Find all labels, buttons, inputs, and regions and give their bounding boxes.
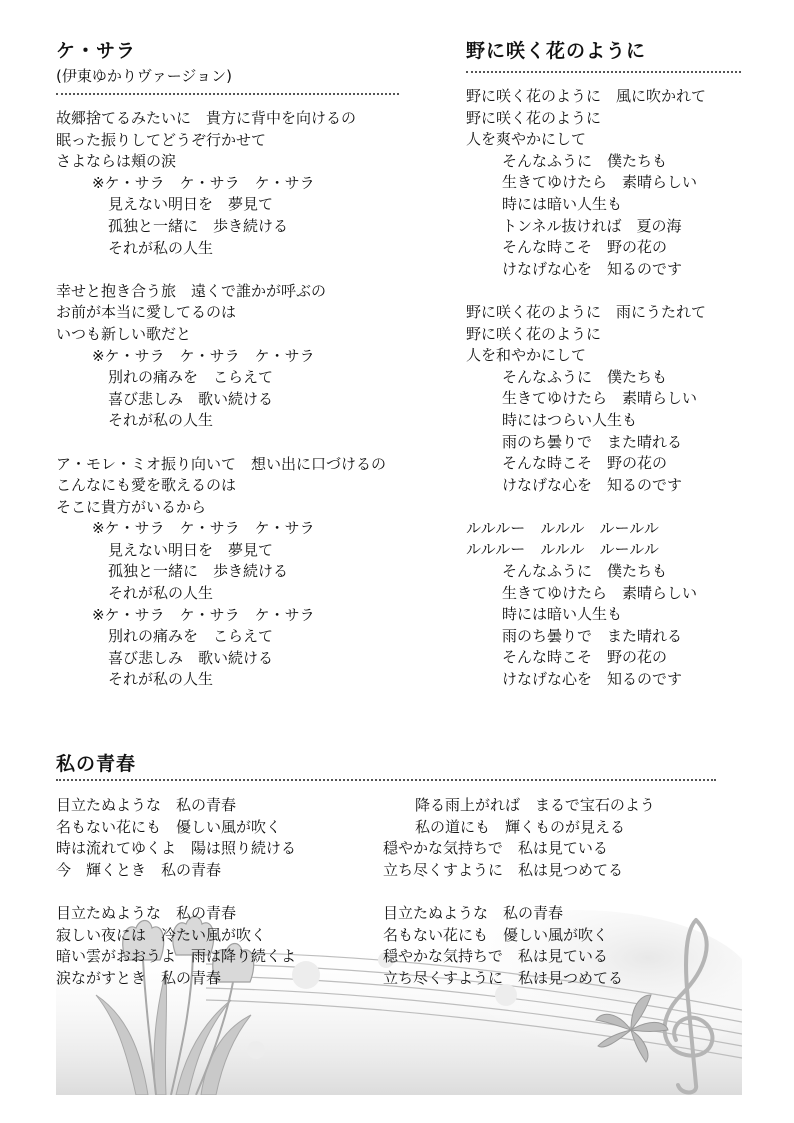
lyric-line: トンネル抜ければ 夏の海: [502, 216, 682, 235]
lyric-line: いつも新しい歌だと: [56, 324, 192, 343]
lyric-line: 雨のち曇りで また晴れる: [502, 626, 683, 645]
lyric-line: 喜び悲しみ 歌い続ける: [108, 648, 274, 667]
lyric-line: けなげな心を 知るのです: [502, 259, 683, 278]
lyric-line: 人を爽やかにして: [466, 130, 587, 149]
lyric-line: けなげな心を 知るのです: [502, 670, 683, 689]
lyric-line: 別れの痛みを こらえて: [108, 627, 274, 646]
lyric-line: けなげな心を 知るのです: [502, 475, 683, 494]
lyric-line: それが私の人生: [108, 411, 214, 430]
lyric-line: 喜び悲しみ 歌い続ける: [108, 389, 274, 408]
lyric-line: ルルルー ルルル ルールル: [466, 518, 659, 537]
song2-title: 野に咲く花のように: [466, 40, 647, 62]
lyric-line: ルルルー ルルル ルールル: [466, 540, 659, 559]
lyric-line: 立ち尽くすように 私は見つめてる: [383, 968, 624, 987]
lyric-line: 暗い雲がおおうよ 雨は降り続くよ: [56, 947, 297, 966]
lyric-line: そこに貴方がいるから: [56, 497, 207, 516]
lyric-line: 時には暗い人生も: [502, 605, 623, 624]
lyric-line: 生きてゆけたら 素晴らしい: [502, 583, 698, 602]
lyric-line: こんなにも愛を歌えるのは: [56, 476, 237, 495]
lyric-line: そんな時こそ 野の花の: [502, 238, 668, 257]
chorus-line: ※ケ・サラ ケ・サラ ケ・サラ: [92, 519, 315, 538]
lyric-line: 見えない明日を 夢見て: [108, 195, 274, 214]
song2-lyrics: [466, 86, 706, 691]
chorus-line: ※ケ・サラ ケ・サラ ケ・サラ: [92, 173, 315, 192]
lyric-line: 名もない花にも 優しい風が吹く: [383, 925, 609, 944]
lyric-line: 野に咲く花のように: [466, 324, 602, 343]
lyric-line: 名もない花にも 優しい風が吹く: [56, 817, 282, 836]
lyric-line: そんな時こそ 野の花の: [502, 648, 668, 667]
song1-divider: [56, 93, 399, 95]
lyric-line: それが私の人生: [108, 238, 214, 257]
lyric-line: 穏やかな気持ちで 私は見ている: [383, 947, 608, 966]
song1-lyrics: [56, 108, 386, 691]
lyric-line: それが私の人生: [108, 670, 214, 689]
lyric-line: そんなふうに 僕たちも: [502, 562, 668, 581]
lyric-line: 穏やかな気持ちで 私は見ている: [383, 839, 608, 858]
lyric-line: そんなふうに 僕たちも: [502, 367, 668, 386]
lyric-line: 眠った振りしてどうぞ行かせて: [56, 130, 267, 149]
lyric-line: お前が本当に愛してるのは: [56, 303, 237, 322]
song1-title: ケ・サラ: [56, 40, 137, 62]
lyric-line: 今 輝くとき 私の青春: [56, 860, 222, 879]
lyric-line: 孤独と一緒に 歩き続ける: [108, 216, 289, 235]
chorus-line: ※ケ・サラ ケ・サラ ケ・サラ: [92, 346, 315, 365]
lyric-line: 私の道にも 輝くものが見える: [415, 817, 626, 836]
song2-divider: [466, 71, 741, 73]
lyric-line: 寂しい夜には 冷たい風が吹く: [56, 925, 267, 944]
lyric-line: 別れの痛みを こらえて: [108, 368, 274, 387]
lyric-line: 降る雨上がれば まるで宝石のよう: [415, 796, 655, 814]
lyric-line: 故郷捨てるみたいに 貴方に背中を向けるの: [56, 109, 357, 127]
lyric-line: さよならは頬の涙: [56, 152, 177, 171]
song1-subtitle: (伊東ゆかりヴァージョン): [56, 67, 232, 85]
lyric-line: 涙ながすとき 私の青春: [56, 968, 222, 987]
song3-lyrics-left: [56, 795, 296, 989]
lyric-line: 時には暗い人生も: [502, 194, 623, 213]
lyric-line: 見えない明日を 夢見て: [108, 540, 274, 559]
lyric-line: 目立たぬような 私の青春: [56, 903, 237, 922]
lyric-line: 野に咲く花のように: [466, 108, 602, 127]
lyric-line: 雨のち曇りで また晴れる: [502, 432, 683, 451]
lyric-line: 立ち尽くすように 私は見つめてる: [383, 860, 624, 879]
song3-divider: [56, 779, 716, 781]
lyric-line: 生きてゆけたら 素晴らしい: [502, 389, 698, 408]
lyric-line: 時にはつらい人生も: [502, 410, 638, 429]
lyric-line: 人を和やかにして: [466, 346, 587, 365]
lyric-line: ア・モレ・ミオ振り向いて 想い出に口づけるの: [56, 454, 387, 473]
lyric-line: 野に咲く花のように 風に吹かれて: [466, 87, 707, 105]
lyric-line: 幸せと抱き合う旅 遠くで誰かが呼ぶの: [56, 281, 327, 300]
lyric-line: 野に咲く花のように 雨にうたれて: [466, 302, 707, 321]
song3-lyrics-right: [383, 795, 655, 989]
lyric-line: そんな時こそ 野の花の: [502, 454, 668, 473]
lyric-line: 時は流れてゆくよ 陽は照り続ける: [56, 839, 297, 858]
song3-title: 私の青春: [56, 753, 137, 775]
chorus-line: ※ケ・サラ ケ・サラ ケ・サラ: [92, 605, 315, 624]
lyric-line: 目立たぬような 私の青春: [383, 903, 564, 922]
lyric-line: 目立たぬような 私の青春: [56, 796, 237, 814]
lyric-line: 孤独と一緒に 歩き続ける: [108, 562, 289, 581]
lyric-line: 生きてゆけたら 素晴らしい: [502, 173, 698, 192]
lyric-line: そんなふうに 僕たちも: [502, 151, 668, 170]
lyric-line: それが私の人生: [108, 584, 214, 603]
